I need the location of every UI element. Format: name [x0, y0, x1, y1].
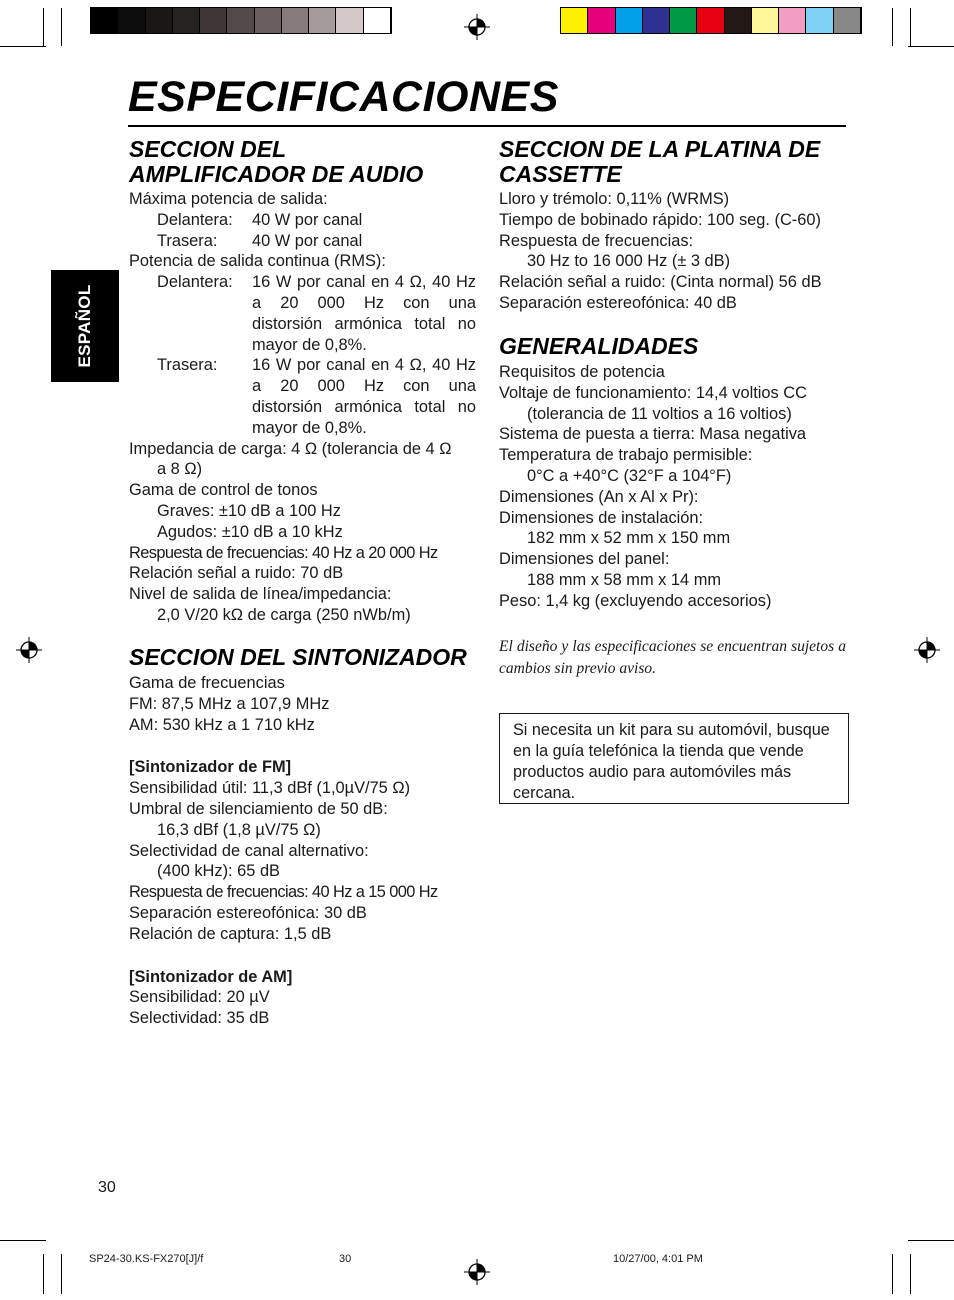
spec-line: Respuesta de frecuencias: 40 Hz a 15 000 Hz [129, 883, 438, 902]
calibration-swatch [670, 8, 697, 33]
calibration-swatch [118, 8, 145, 33]
spec-line: Respuesta de frecuencias: 40 Hz a 20 000 Hz [129, 543, 438, 562]
spec-line: Relación de captura: 1,5 dB [129, 924, 332, 943]
title-divider [128, 125, 846, 127]
calibration-swatch [200, 8, 227, 33]
spec-value: 40 W por canal [252, 231, 363, 250]
grayscale-calibration-bar [90, 7, 392, 34]
footer-page: 30 [339, 1253, 352, 1265]
spec-line: Impedancia de carga: 4 Ω (tolerancia de 4 Ω [129, 439, 452, 458]
spec-line: Lloro y trémolo: 0,11% (WRMS) [499, 190, 730, 208]
spec-label: Respuesta de frecuencias: [499, 231, 694, 250]
spec-value: (400 kHz): 65 dB [157, 862, 280, 881]
spec-line: Peso: 1,4 kg (excluyendo accesorios) [499, 591, 772, 610]
spec-label: Dimensiones del panel: [499, 550, 670, 569]
registration-mark-icon [914, 637, 940, 663]
spec-line: Voltaje de funcionamiento: 14,4 voltios CC [499, 383, 807, 402]
spec-label: Máxima potencia de salida: [129, 190, 328, 208]
page-title: ESPECIFICACIONES [128, 73, 559, 121]
fm-tuner-subheading: [Sintonizador de FM] [129, 758, 292, 777]
audio-heading-line1: SECCION DEL [129, 136, 287, 162]
registration-mark-icon [16, 637, 42, 663]
calibration-swatch [697, 8, 724, 33]
spec-value: 16 W por canal en 4 Ω, 40 Hz a 20 000 Hz con una distorsión armónica total no mayor de 0,8%. [252, 356, 476, 437]
spec-label: Agudos: [157, 522, 218, 541]
page-number: 30 [98, 1179, 116, 1196]
spec-value: 30 Hz to 16 000 Hz (± 3 dB) [527, 252, 731, 271]
disclaimer-note: El diseño y las especificaciones se encuentran sujetos a cambios sin previo aviso. [499, 638, 846, 677]
general-section-body [499, 362, 847, 612]
calibration-swatch [255, 8, 282, 33]
spec-label: Requisitos de potencia [499, 363, 665, 381]
calibration-swatch [834, 8, 861, 33]
calibration-swatch [364, 8, 391, 33]
am-tuner-subheading: [Sintonizador de AM] [129, 967, 293, 986]
calibration-swatch [91, 8, 118, 33]
spec-value: 40 W por canal [252, 210, 363, 229]
spec-value: ±10 dB a 10 kHz [221, 522, 343, 541]
registration-mark-icon [464, 1259, 490, 1285]
spec-label: Gama de frecuencias [129, 674, 285, 692]
calibration-swatch [616, 8, 643, 33]
spec-line: a 8 Ω) [157, 460, 203, 479]
calibration-swatch [146, 8, 173, 33]
calibration-swatch [227, 8, 254, 33]
audio-section-heading [129, 137, 423, 187]
spec-label: Umbral de silenciamiento de 50 dB: [129, 799, 388, 818]
spec-value: 0°C a +40°C (32°F a 104°F) [527, 466, 732, 485]
tuner-section-heading: SECCION DEL SINTONIZADOR [129, 644, 467, 670]
spec-value: 2,0 V/20 kΩ de carga (250 nWb/m) [157, 605, 411, 624]
spec-line: AM: 530 kHz a 1 710 kHz [129, 715, 315, 734]
cassette-section-body [499, 189, 847, 314]
cassette-heading-line1: SECCION DE LA PLATINA DE [499, 136, 821, 162]
spec-label: Trasera: [157, 356, 218, 375]
spec-label: Delantera: [157, 210, 233, 229]
calibration-swatch [588, 8, 615, 33]
spec-line: Relación señal a ruido: 70 dB [129, 564, 344, 583]
spec-line: Separación estereofónica: 30 dB [129, 903, 367, 922]
spec-line: Relación señal a ruido: (Cinta normal) 56 dB [499, 273, 822, 292]
calibration-swatch [309, 8, 336, 33]
audio-heading-line2: AMPLIFICADOR DE AUDIO [129, 161, 424, 187]
audio-section-body [129, 189, 477, 626]
calibration-swatch [282, 8, 309, 33]
spec-line: Selectividad: 35 dB [129, 1009, 270, 1028]
spec-label: Trasera: [157, 231, 218, 250]
calibration-swatch [561, 8, 588, 33]
calibration-swatch [336, 8, 363, 33]
spec-label: Temperatura de trabajo permisible: [499, 446, 753, 465]
spec-row [129, 272, 477, 355]
spec-value: ±10 dB a 100 Hz [218, 501, 341, 520]
calibration-swatch [779, 8, 806, 33]
spec-value: 16,3 dBf (1,8 µV/75 Ω) [157, 820, 321, 839]
calibration-swatch [806, 8, 833, 33]
calibration-swatch [643, 8, 670, 33]
spec-value: 16 W por canal en 4 Ω, 40 Hz a 20 000 Hz con una distorsión armónica total no mayor de 0,8%. [252, 273, 476, 354]
spec-value: 182 mm x 52 mm x 150 mm [527, 529, 731, 548]
color-calibration-bar [560, 7, 862, 34]
spec-label: Selectividad de canal alternativo: [129, 841, 369, 860]
footer-file-name: SP24-30.KS-FX270[J]/f [89, 1253, 204, 1265]
spec-label: Nivel de salida de línea/impedancia: [129, 585, 392, 604]
spec-label: Dimensiones (An x Al x Pr): [499, 487, 699, 506]
spec-line: Separación estereofónica: 40 dB [499, 293, 737, 312]
car-kit-info-box: Si necesita un kit para su automóvil, busque en la guía telefónica la tienda que vende productos audio para automóviles más cercana. [499, 713, 849, 804]
spec-value: (tolerancia de 11 voltios a 16 voltios) [527, 404, 792, 423]
spec-line: Sistema de puesta a tierra: Masa negativa [499, 425, 807, 444]
spec-value: 188 mm x 58 mm x 14 mm [527, 570, 721, 589]
spec-row [129, 501, 477, 522]
calibration-swatch [725, 8, 752, 33]
cassette-heading-line2: CASSETTE [499, 161, 622, 187]
spec-label: Delantera: [157, 273, 233, 292]
cassette-section-heading [499, 137, 820, 187]
spec-line: Sensibilidad útil: 11,3 dBf (1,0µV/75 Ω) [129, 779, 411, 798]
tuner-section-body [129, 673, 477, 1029]
spec-line: Sensibilidad: 20 µV [129, 988, 270, 1007]
spec-label: Graves: [157, 501, 215, 520]
calibration-swatch [173, 8, 200, 33]
spec-line: Tiempo de bobinado rápido: 100 seg. (C-60) [499, 210, 821, 229]
spec-label: Potencia de salida continua (RMS): [129, 252, 386, 271]
spec-row [129, 231, 477, 252]
spec-row [129, 355, 477, 438]
calibration-swatch [752, 8, 779, 33]
footer-timestamp: 10/27/00, 4:01 PM [613, 1253, 703, 1265]
language-tab-label: ESPAÑOL [75, 284, 94, 368]
general-section-heading: GENERALIDADES [499, 333, 699, 359]
spec-label: Dimensiones de instalación: [499, 508, 704, 527]
spec-row [129, 210, 477, 231]
spec-row [129, 522, 477, 543]
registration-mark-icon [464, 14, 490, 40]
spec-label: Gama de control de tonos [129, 481, 318, 500]
spec-line: FM: 87,5 MHz a 107,9 MHz [129, 694, 330, 713]
